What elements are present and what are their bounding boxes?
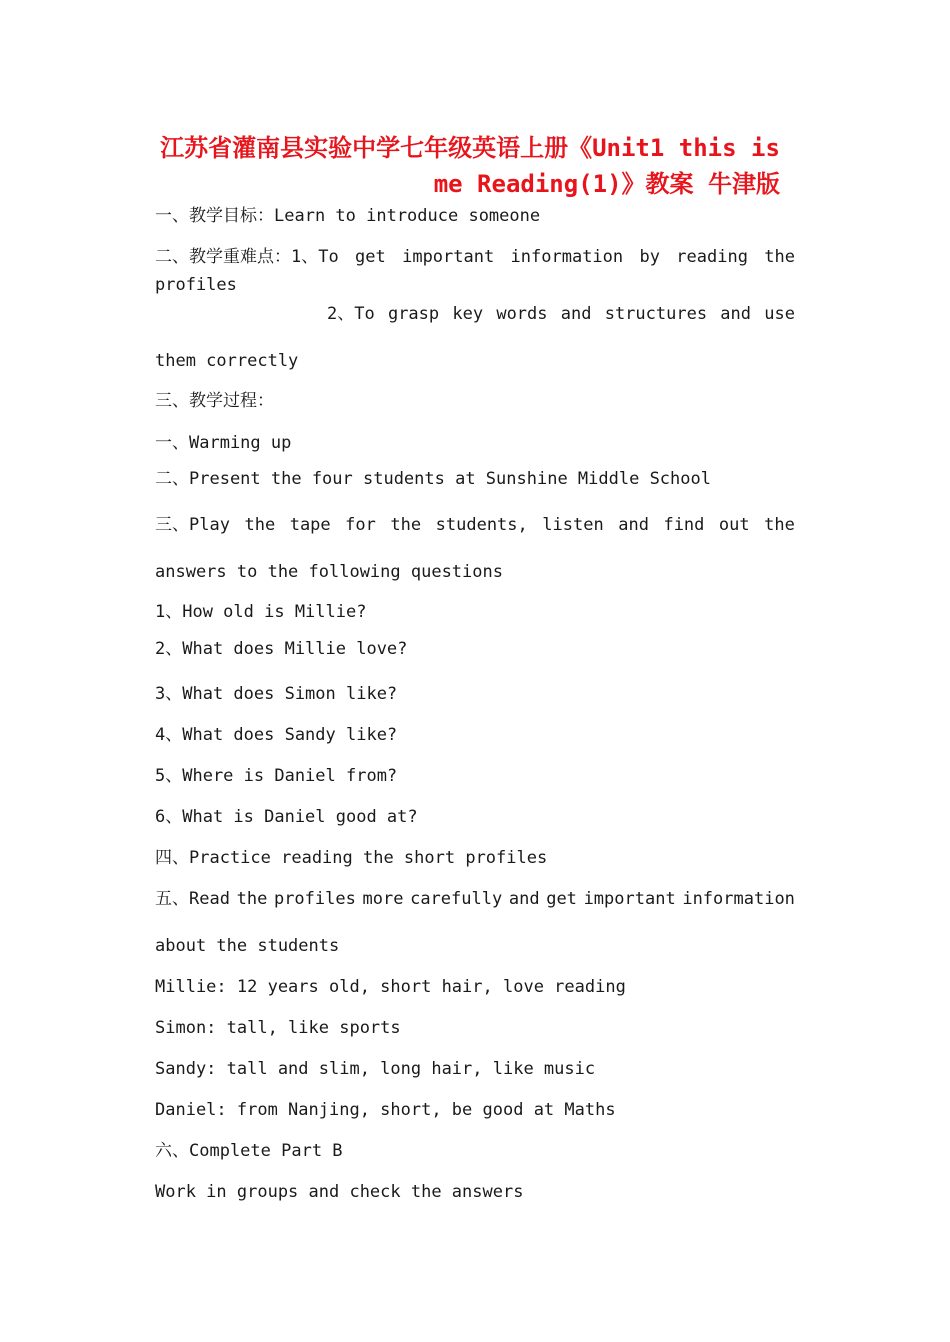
- step-warming-up: 一、Warming up: [155, 433, 292, 453]
- profile-item: Sandy: tall and slim, long hair, like music: [155, 1059, 596, 1079]
- word: 三、Play: [155, 515, 230, 535]
- word: and: [618, 515, 649, 535]
- step-group-work: Work in groups and check the answers: [155, 1182, 524, 1202]
- profile-item: Daniel: from Nanjing, short, be good at Maths: [155, 1100, 616, 1120]
- word: 二、教学重难点：1、To: [155, 247, 339, 267]
- document-title-line-2: me Reading(1)》教案 牛津版: [433, 170, 780, 198]
- word: key: [452, 304, 484, 324]
- word: carefully: [410, 889, 503, 909]
- word: important: [583, 889, 676, 909]
- word: words: [496, 304, 548, 324]
- step-read-profiles: [155, 888, 795, 910]
- word: more: [362, 889, 404, 909]
- word: 2、To: [327, 304, 375, 324]
- word: the: [764, 515, 795, 535]
- word: the: [390, 515, 422, 535]
- word: out: [718, 515, 750, 535]
- key-points-line-3: [327, 303, 795, 325]
- word: the: [764, 247, 795, 267]
- step-present: 二、Present the four students at Sunshine Middle School: [155, 469, 711, 489]
- key-points-line-2: profiles: [155, 275, 237, 295]
- step-read-profiles-cont: about the students: [155, 936, 340, 956]
- word: get: [546, 889, 577, 909]
- word: get: [355, 247, 386, 267]
- word: profiles: [273, 889, 356, 909]
- word: 五、Read: [155, 889, 230, 909]
- word: use: [764, 304, 795, 324]
- document-title-line-1: 江苏省灌南县实验中学七年级英语上册《Unit1 this is: [160, 134, 780, 162]
- question-item: 5、Where is Daniel from?: [155, 766, 398, 786]
- word: the: [236, 889, 268, 909]
- question-item: 4、What does Sandy like?: [155, 725, 398, 745]
- word: listen: [542, 515, 604, 535]
- question-item: 1、How old is Millie?: [155, 602, 367, 622]
- process-heading: 三、教学过程：: [155, 391, 274, 411]
- step-complete-part-b: 六、Complete Part B: [155, 1141, 343, 1161]
- key-points-line-4: them correctly: [155, 351, 299, 371]
- word: students,: [435, 515, 528, 535]
- word: reading: [676, 247, 748, 267]
- step-practice: 四、Practice reading the short profiles: [155, 848, 548, 868]
- word: by: [639, 247, 660, 267]
- word: structures: [604, 304, 708, 324]
- question-item: 6、What is Daniel good at?: [155, 807, 418, 827]
- word: important: [402, 247, 495, 267]
- word: information: [510, 247, 624, 267]
- profile-item: Simon: tall, like sports: [155, 1018, 401, 1038]
- step-play-tape: [155, 514, 795, 536]
- word: find: [663, 515, 705, 535]
- step-play-tape-cont: answers to the following questions: [155, 562, 503, 582]
- teaching-objectives: 一、教学目标：Learn to introduce someone: [155, 206, 541, 226]
- word: and: [560, 304, 592, 324]
- word: the: [244, 515, 276, 535]
- word: and: [508, 889, 540, 909]
- profile-item: Millie: 12 years old, short hair, love reading: [155, 977, 626, 997]
- question-item: 2、What does Millie love?: [155, 639, 408, 659]
- question-item: 3、What does Simon like?: [155, 684, 398, 704]
- word: grasp: [387, 304, 440, 324]
- word: and: [720, 304, 752, 324]
- word: information: [682, 889, 795, 909]
- key-points-line-1: [155, 246, 795, 268]
- word: tape: [289, 515, 331, 535]
- word: for: [345, 515, 376, 535]
